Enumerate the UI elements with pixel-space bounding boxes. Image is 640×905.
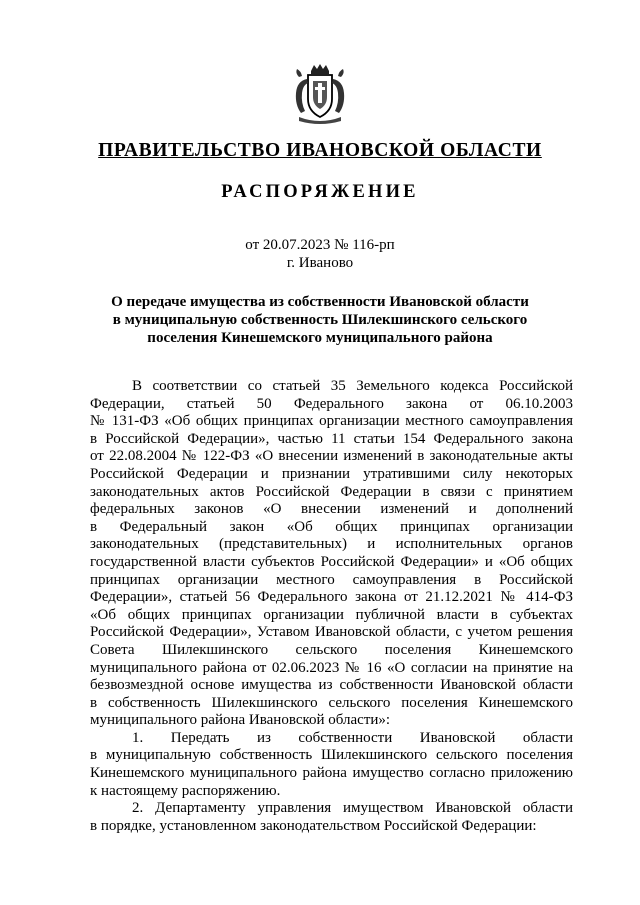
body-line: в Российской Федерации», частью 11 статьи 154 Федерального закона	[90, 430, 573, 447]
coat-of-arms-emblem	[291, 63, 349, 127]
body-line: законодательных (представительных) и исполнительных органов	[90, 536, 573, 553]
government-name: ПРАВИТЕЛЬСТВО ИВАНОВСКОЙ ОБЛАСТИ	[98, 140, 542, 161]
body-line: «Об общих принципах организации публичной власти в субъектах	[90, 606, 573, 623]
subject-line: в муниципальную собственность Шилекшинского сельского	[112, 312, 528, 328]
body-line: В соответствии со статьей 35 Земельного кодекса Российской	[132, 378, 573, 394]
document-subject	[90, 293, 550, 347]
body-line: федеральных законов «О внесении изменений и дополнений	[90, 501, 573, 518]
subject-line: поселения Кинешемского муниципального района	[147, 330, 493, 346]
body-line: 1. Передать из собственности Ивановской области	[132, 729, 573, 746]
body-line: безвозмездной основе имущества из собственности Ивановской области	[90, 677, 573, 694]
body-line: Кинешемского муниципального района имущество согласно приложению	[90, 765, 573, 782]
body-line: в Федеральный закон «Об общих принципах организации	[90, 518, 573, 535]
body-line: государственной власти субъектов Российской Федерации» и «Об общих	[90, 553, 573, 570]
body-line: Российской Федерации», Уставом Ивановской области, с учетом решения	[90, 624, 573, 641]
body-line: Федерации», статьей 56 Федерального закона от 21.12.2021 № 414-ФЗ	[90, 589, 573, 606]
body-line: от 22.08.2004 № 122-ФЗ «О внесении изменений в законодательные акты	[90, 448, 573, 465]
body-line: Федерации, статьей 50 Федерального закона от 06.10.2003	[90, 395, 573, 412]
subject-line: О передаче имущества из собственности Ивановской области	[111, 294, 529, 310]
body-line: муниципального района от 02.06.2023 № 16 «О согласии на принятие на	[90, 659, 573, 676]
body-line: в собственность Шилекшинского сельского поселения Кинешемского	[90, 694, 573, 711]
body-line: законодательных актов Российской Федерации в связи с принятием	[90, 483, 573, 500]
document-date-number: от 20.07.2023 № 116-рп	[245, 237, 395, 253]
body-line: № 131-ФЗ «Об общих принципах организации местного самоуправления	[90, 413, 573, 430]
document-type: РАСПОРЯЖЕНИЕ	[221, 182, 419, 202]
body-line: 2. Департаменту управления имуществом Ивановской области	[132, 800, 573, 817]
body-line: Совета Шилекшинского сельского поселения Кинешемского	[90, 641, 573, 658]
body-line: муниципального района Ивановской области»:	[90, 712, 391, 729]
body-line: Российской Федерации и признании утратившими силу некоторых	[90, 465, 573, 482]
body-line: в муниципальную собственность Шилекшинского сельского поселения	[90, 747, 573, 764]
body-line: принципах организации местного самоуправления в Российской	[90, 571, 573, 588]
document-city: г. Иваново	[286, 255, 354, 271]
document-body	[90, 378, 573, 835]
body-line: к настоящему распоряжению.	[90, 782, 281, 799]
body-line: в порядке, установленном законодательством Российской Федерации:	[90, 817, 537, 834]
